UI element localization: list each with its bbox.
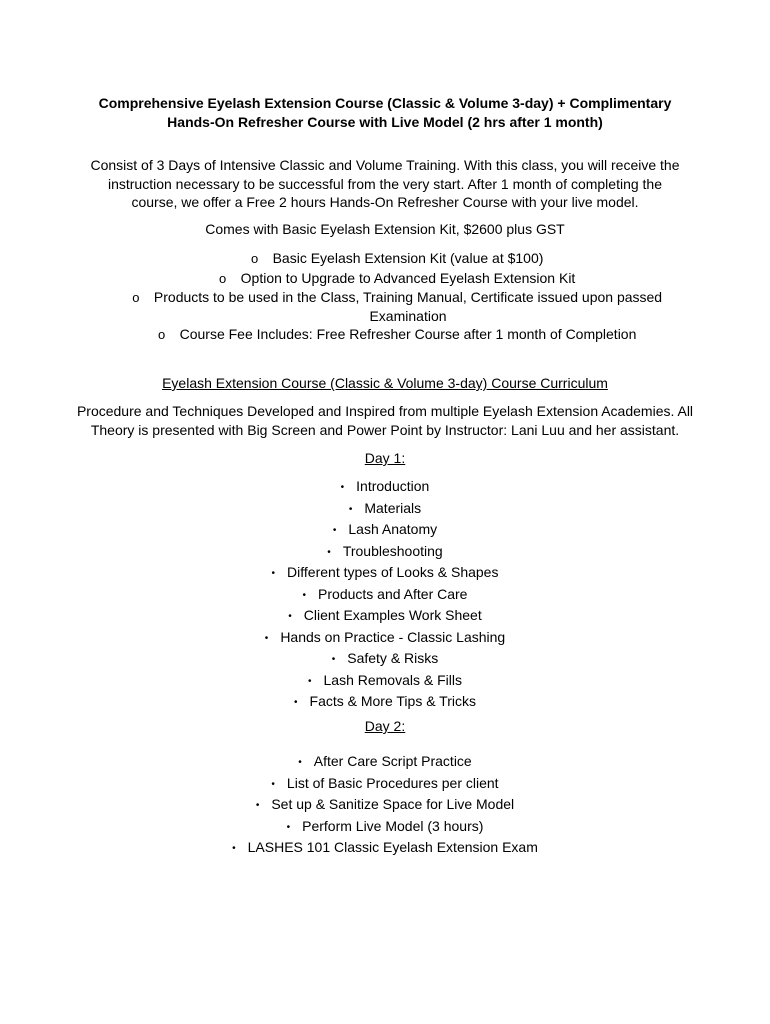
bullet-icon: • [331, 654, 336, 665]
bullet-icon: • [298, 757, 302, 768]
list-item [40, 585, 730, 607]
bullet-icon: • [332, 525, 337, 536]
intro-line: Consist of 3 Days of Intensive Classic and Volume Training. With this class, you will receive the [90, 157, 680, 173]
option-marker: o [250, 251, 259, 266]
page-title [60, 94, 710, 131]
option-text: Course Fee Includes: Free Refresher Course after 1 month of Completion [179, 326, 637, 342]
option-text-line: Examination [369, 307, 447, 324]
bullet-icon: • [294, 697, 298, 708]
day2-heading [40, 717, 730, 736]
list-item-text: Facts & More Tips & Tricks [309, 693, 476, 709]
list-item [40, 542, 730, 564]
list-item-text: Safety & Risks [347, 650, 439, 666]
bullet-icon: • [255, 800, 260, 811]
kit-price-line: Comes with Basic Eyelash Extension Kit, $2600 plus GST [205, 221, 565, 237]
bullet-icon: • [340, 482, 345, 493]
title-line: Hands-On Refresher Course with Live Model (2 hrs after 1 month) [167, 113, 603, 130]
option-marker: o [219, 270, 227, 286]
day2-heading-text: Day 2: [364, 718, 406, 734]
option-item [100, 288, 690, 325]
day1-list [40, 477, 730, 714]
list-item-text: LASHES 101 Classic Eyelash Extension Exam [247, 839, 538, 855]
option-text: Option to Upgrade to Advanced Eyelash Extension Kit [240, 269, 576, 286]
option-text [154, 288, 662, 325]
list-item [40, 838, 730, 860]
day1-heading [40, 449, 730, 468]
bullet-icon: • [307, 675, 312, 687]
option-marker: o [157, 327, 166, 342]
list-item [40, 499, 730, 521]
list-item-text: Set up & Sanitize Space for Live Model [271, 796, 515, 812]
option-marker: o [132, 290, 140, 305]
bullet-icon: • [271, 778, 275, 790]
bullet-icon: • [271, 568, 276, 579]
list-item [40, 774, 730, 796]
day2-list [40, 752, 730, 860]
list-item [40, 520, 730, 542]
title-line: Comprehensive Eyelash Extension Course (Classic & Volume 3-day) + Complimentary [98, 95, 672, 111]
list-item-text: Materials [364, 499, 422, 516]
bullet-icon: • [302, 589, 307, 601]
procedure-line: Procedure and Techniques Developed and Inspired from multiple Eyelash Extension Academies. All [76, 403, 694, 419]
list-item-text: Different types of Looks & Shapes [287, 564, 499, 580]
bullet-icon: • [286, 821, 291, 833]
list-item [40, 649, 730, 671]
options-list [100, 249, 690, 345]
option-item [100, 269, 690, 289]
option-item [100, 249, 690, 269]
option-text: Basic Eyelash Extension Kit (value at $100) [272, 250, 544, 266]
list-item [40, 606, 730, 628]
list-item-text: Perform Live Model (3 hours) [302, 817, 484, 834]
intro-paragraph [70, 156, 700, 212]
list-item [40, 817, 730, 839]
list-item [40, 477, 730, 499]
list-item-text: Client Examples Work Sheet [303, 607, 482, 623]
list-item-text: List of Basic Procedures per client [286, 774, 499, 791]
procedure-paragraph [30, 402, 740, 439]
day1-heading-text: Day 1: [364, 450, 406, 466]
list-item-text: Products and After Care [318, 585, 468, 602]
procedure-line: Theory is presented with Big Screen and Power Point by Instructor: Lani Luu and her assistant. [90, 421, 680, 438]
curriculum-heading-text: Eyelash Extension Course (Classic & Volume 3-day) Course Curriculum [162, 375, 608, 391]
list-item [40, 563, 730, 585]
curriculum-heading [40, 374, 730, 393]
list-item [40, 628, 730, 650]
intro-line: instruction necessary to be successful from the very start. After 1 month of completing the [107, 175, 663, 192]
list-item-text: Hands on Practice - Classic Lashing [280, 628, 506, 645]
list-item [40, 692, 730, 714]
list-item [40, 795, 730, 817]
bullet-icon: • [232, 843, 236, 854]
list-item-text: Introduction [356, 478, 430, 494]
list-item-text: Lash Anatomy [348, 521, 438, 537]
bullet-icon: • [327, 546, 331, 558]
bullet-icon: • [348, 503, 353, 515]
option-item [100, 325, 690, 345]
option-text-line: Products to be used in the Class, Training Manual, Certificate issued upon passed [153, 289, 663, 305]
list-item [40, 671, 730, 693]
list-item [40, 752, 730, 774]
intro-line: course, we offer a Free 2 hours Hands-On Refresher Course with your live model. [131, 194, 639, 210]
list-item-text: Troubleshooting [342, 542, 443, 559]
bullet-icon: • [288, 611, 292, 622]
list-item-text: After Care Script Practice [313, 753, 472, 769]
list-item-text: Lash Removals & Fills [323, 671, 462, 688]
bullet-icon: • [264, 632, 269, 644]
